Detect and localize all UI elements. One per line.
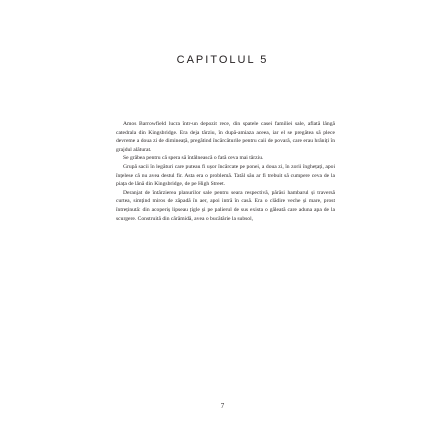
paragraph: Grupă sacii în legături care puteau fi ușor încărcate pe ponei, a doua zi, în zorii înghețați, apoi înțelese că nu avea destul fir. Asta era o problemă. Tatăl său ar fi trebuit să cumpere ceva de la piața de lână din Kingsbridge, de pe High Street. <box>116 163 335 188</box>
paragraph: Amos Barrowfield lucra într-un depozit rece, din spatele casei familiei sale, aflată lângă catedrala din Kingsbridge. Era deja târziu, în după-amiaza aceea, iar el se pregătea să plece devreme a doua zi de dimineață, pregătind încărcăturile pentru caii de povară, care erau hrăniți în grajdul alăturat. <box>116 121 335 153</box>
paragraph: Deranjat de întârzierea planurilor sale pentru seara respectivă, părăsi hambarul și traversă curtea, simțind miros de zăpadă în aer, apoi intră în casă. Era o clădire veche și mare, prost întreținută: din acoperiș lipseau țigle și pe palierul de sus exista o găleată care aduna apa de la scurgere. Construită din cărămidă, avea o bucătărie la subsol, <box>116 189 335 222</box>
page-number: 7 <box>220 402 225 410</box>
chapter-body <box>116 120 335 223</box>
chapter-title: CAPITOLUL 5 <box>176 54 269 66</box>
paragraph: Se grăbea pentru că spera să întâlnească o fată ceva mai târziu. <box>123 155 264 162</box>
